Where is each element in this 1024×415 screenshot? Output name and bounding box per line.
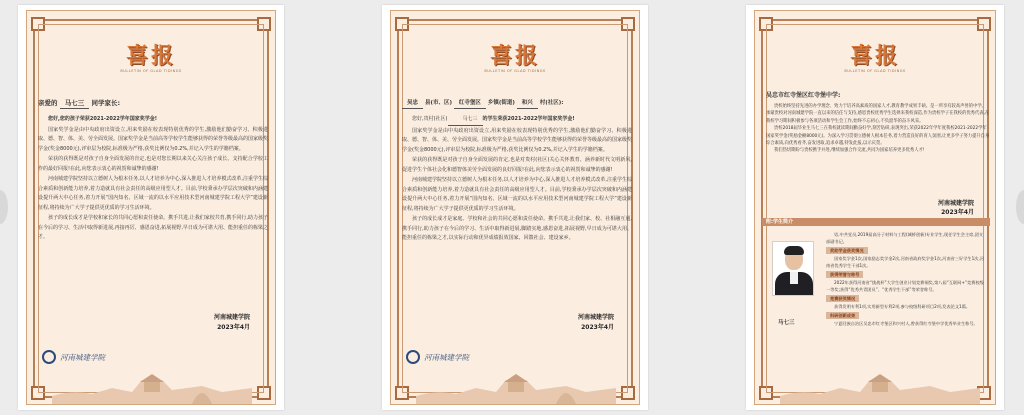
frame-corner bbox=[395, 386, 409, 400]
letter-paragraphs bbox=[766, 103, 990, 155]
county-name: 吴忠 bbox=[402, 99, 423, 109]
salutation-suffix: 同学家长: bbox=[91, 99, 121, 107]
school-seal-icon bbox=[42, 350, 56, 364]
letter-date: 2023年4月 bbox=[581, 324, 614, 331]
letter-date: 2023年4月 bbox=[941, 209, 974, 216]
xibao-subtitle: BULLETIN OF GLAD TIDINGS bbox=[120, 69, 182, 73]
honor-tag: 获得荣誉与称号 bbox=[826, 271, 863, 278]
signature-block bbox=[578, 313, 614, 333]
photo-hair bbox=[784, 246, 804, 255]
student-name: 马七三 bbox=[60, 99, 90, 109]
honor-tag: 奖助学金获奖情况 bbox=[826, 247, 868, 254]
intro-prefix: 您好,贵村(社区) bbox=[412, 116, 448, 122]
logo-text: 河南城建学院 bbox=[60, 352, 105, 362]
xibao-header bbox=[382, 45, 648, 73]
letter-page-parents bbox=[18, 5, 284, 410]
school-name: 河南城建学院 bbox=[213, 314, 250, 321]
prev-page-arrow[interactable] bbox=[0, 190, 8, 224]
salutation: 吴忠市红寺堡区红寺堡中学: bbox=[766, 92, 841, 99]
xibao-title: 喜报 bbox=[489, 43, 540, 69]
student-bio: 男,中共党员,2019届高分子材料与工程(城桥创新)专业学生,现任学生会主席,团支部副书记。 bbox=[826, 232, 984, 244]
honor-item: 获得发明专利1项,实用新型专利2项,参与校级科研项目2项,发表论文1篇。 bbox=[834, 304, 971, 309]
intro-line bbox=[402, 115, 632, 126]
school-name: 河南城建学院 bbox=[577, 314, 614, 321]
logo-text: 河南城建学院 bbox=[424, 352, 469, 362]
school-logo bbox=[42, 350, 105, 364]
xibao-subtitle: BULLETIN OF GLAD TIDINGS bbox=[484, 69, 546, 73]
frame-corner bbox=[31, 386, 45, 400]
salutation-prefix: 亲爱的 bbox=[38, 99, 58, 107]
honor-item: 宁夏回族自治区吴忠市红寺堡区和兴村人,曾获得红寺堡中学优秀毕业生称号。 bbox=[834, 321, 978, 326]
paragraph: 河南城建学院坚持以立德树人为根本任务,以人才培养为中心,深入推进人才培养模式改革,注重学生综合素质和创新能力培养,着力造就具有社会责任的高级应用型人才。目前,学校秉承办学层次突破和内涵建设提升两大中心任务,着力开展“国内知名、区域一流的以水平应用技术型河南城建学院工程大学”建设新征程,将持续为广大学子提供更优质的学习生活环境。 bbox=[38, 176, 268, 211]
section-title-bar: 附:学生简介 bbox=[762, 218, 990, 226]
paragraph: 孩子的成长成才是家庭、学校和社会的共同心愿和责任使命。携手共进,让我们家、校、社相融互通,携手同行,助力孩子在今后的学习、生活中取得新进展,脚踏实地,感恩奋进,拓展视野,早日成为可堪大用、能担重任的栋梁之才,以实际行动和优异成绩报效国家、回馈社会、建设家乡。 bbox=[402, 216, 632, 241]
honor-item: 国家奖学金1次,国家励志奖学金2次,河南省政府奖学金1次,河南省三好学生1次,河南省优秀学生干部1次。 bbox=[826, 256, 984, 268]
letter-body bbox=[766, 91, 990, 155]
paragraph: 贵校始终坚持先进的办学理念、致力于培养高素质的国家人才,教育教学成果丰硕。是一所享有较高声誉的中学。承蒙贵校对河南城建学院一直以来的信任与支持,感恩贵校优秀学生选择来我校深造,作为贵校学子在我校的优秀代表,在我校学习期间积极参与各项活动和学生会工作,始终不忘初心,不负韶华的奋斗风采。 bbox=[766, 104, 990, 124]
school-seal-icon bbox=[406, 350, 420, 364]
town-name: 红寺堡区 bbox=[454, 99, 486, 109]
letter-page-village bbox=[382, 5, 648, 410]
photo-shirt bbox=[790, 272, 798, 284]
photo-caption: 马七三 bbox=[778, 320, 795, 326]
xibao-title: 喜报 bbox=[125, 43, 176, 69]
frame-corner bbox=[621, 17, 635, 31]
frame-corner bbox=[257, 17, 271, 31]
xibao-header bbox=[746, 45, 1004, 73]
frame-corner bbox=[257, 386, 271, 400]
paragraph: 荣获的获得既是对孩子自身全面发展的肯定,也是对贵村(社区)关心关怀教育、涵养新时代文明新风,促进学生个体社会化和德智体美劳全面发展的良好回报!在此,向您表示衷心的祝贺和诚挚的感谢! bbox=[402, 157, 632, 173]
frame-corner bbox=[621, 386, 635, 400]
honor-tag: 竞赛获奖情况 bbox=[826, 295, 859, 302]
paragraph: 我们热切期盼与贵校携手并进,继续加强合作交流,共同为国家培养更多优秀人才! bbox=[774, 148, 925, 154]
school-logo bbox=[406, 350, 469, 364]
xibao-title: 喜报 bbox=[849, 43, 900, 69]
student-photo bbox=[772, 241, 814, 296]
paragraph: 孩子的成长成才是学校和家长的共同心愿和责任使命。携手共进,让我们家校共育,携手同行,助力孩子在今后的学习、生活中取得新进展,再接再厉、感恩奋进,拓展视野,早日成为可堪大用、能担重任的栋梁之才。 bbox=[38, 215, 268, 240]
paragraph: 河南城建学院坚持以立德树人为根本任务,以人才培养为中心,深入推进人才培养模式改革,注重学生综合素质和创新能力培养,着力造就具有社会责任的高级应用型人才。目前,学校秉承办学层次突破和内涵建设提升两大中心任务,着力开展“国内知名、区域一流的以水平应用技术型河南城建学院工程大学”建设新征程,将持续为广大学子提供更优质的学习生活环境。 bbox=[402, 177, 632, 212]
frame-corner bbox=[759, 17, 773, 31]
paragraph: 国家奖学金是由中央政府出资设立,用来奖励在校表现特别优秀的学生,激励他们勤奋学习、积极进取、德、智、体、美、劳全面发展。国家奖学金是当前高等学校学生能够获得的荣誉等级最高的国家级奖学金(奖金8000元),评审层为校院,标准极为严格,获奖比例仅为0.2%,并记入学生的学籍档案。 bbox=[402, 127, 633, 153]
letter-body bbox=[402, 99, 632, 245]
village-name: 和兴 bbox=[517, 99, 538, 109]
xibao-subtitle: BULLETIN OF GLAD TIDINGS bbox=[844, 69, 906, 73]
frame-corner bbox=[395, 17, 409, 31]
paragraph: 您好,您的孩子荣获2021-2022学年国家奖学金! bbox=[48, 116, 158, 122]
signature-block bbox=[214, 313, 250, 333]
frame-corner bbox=[759, 386, 773, 400]
campus-scenery-illustration bbox=[416, 368, 616, 404]
student-name: 马七三 bbox=[448, 115, 483, 126]
salutation bbox=[38, 99, 268, 109]
salutation bbox=[402, 99, 632, 109]
paragraph: 贵校2018届毕业生马七三在我校就读期间勤奋好学,刻苦钻研,表现突出,荣获2022年学年度我校2021-2022学年国家奖学金(奖励金额8000元)。为深入学习贯彻立德树人根本任务,着力营造良好的育人氛围,让更多学子努力提升自身综合素质,向优秀看齐,奋发进取,追求卓越,特发此报,以示庆贺。 bbox=[766, 126, 990, 147]
student-honors bbox=[826, 231, 986, 328]
frame-corner bbox=[977, 17, 991, 31]
letter-page-school bbox=[746, 5, 1004, 410]
campus-scenery-illustration bbox=[52, 368, 252, 404]
campus-scenery-illustration bbox=[780, 368, 980, 404]
intro-suffix: 的学生荣获2021-2022学年国家奖学金! bbox=[482, 116, 575, 122]
letter-body bbox=[38, 99, 268, 244]
honor-item: 2022年获得河南省“挑战杯”大学生创业计划竞赛铜奖,第八届“互联网+”竞赛校级一等奖;获得“优秀共青团员”、“优秀学生干部”等荣誉称号。 bbox=[826, 280, 984, 292]
paragraph: 荣获的获得既是对孩子自身全面发展的肯定,也是对您长期以来关心关注孩子成长、支持配合学校工作的最好回报!在此,向您表示衷心的祝贺和诚挚的感谢! bbox=[38, 156, 268, 172]
frame-corner bbox=[31, 17, 45, 31]
letter-date: 2023年4月 bbox=[217, 324, 250, 331]
honor-tag: 科研创新成果 bbox=[826, 312, 859, 319]
county-suffix: 县(市、区) bbox=[424, 100, 452, 106]
school-name: 河南城建学院 bbox=[937, 200, 974, 207]
xibao-header bbox=[18, 45, 284, 73]
next-page-arrow[interactable] bbox=[1016, 190, 1024, 224]
village-suffix: 村(社区): bbox=[539, 100, 564, 106]
paragraph: 国家奖学金是由中央政府出资设立,用来奖励在校表现特别优秀的学生,激励他们勤奋学习、积极进取、德、智、体、美、劳全面发展。国家奖学金是当前高等学校学生能够获得的荣誉等级最高的国家级奖学金(奖金8000元),评审层为校院,标准极为严格,获奖比例仅为0.2%,并记入学生的学籍档案。 bbox=[38, 126, 269, 152]
town-suffix: 乡镇(街道) bbox=[487, 100, 515, 106]
signature-block bbox=[938, 199, 974, 217]
